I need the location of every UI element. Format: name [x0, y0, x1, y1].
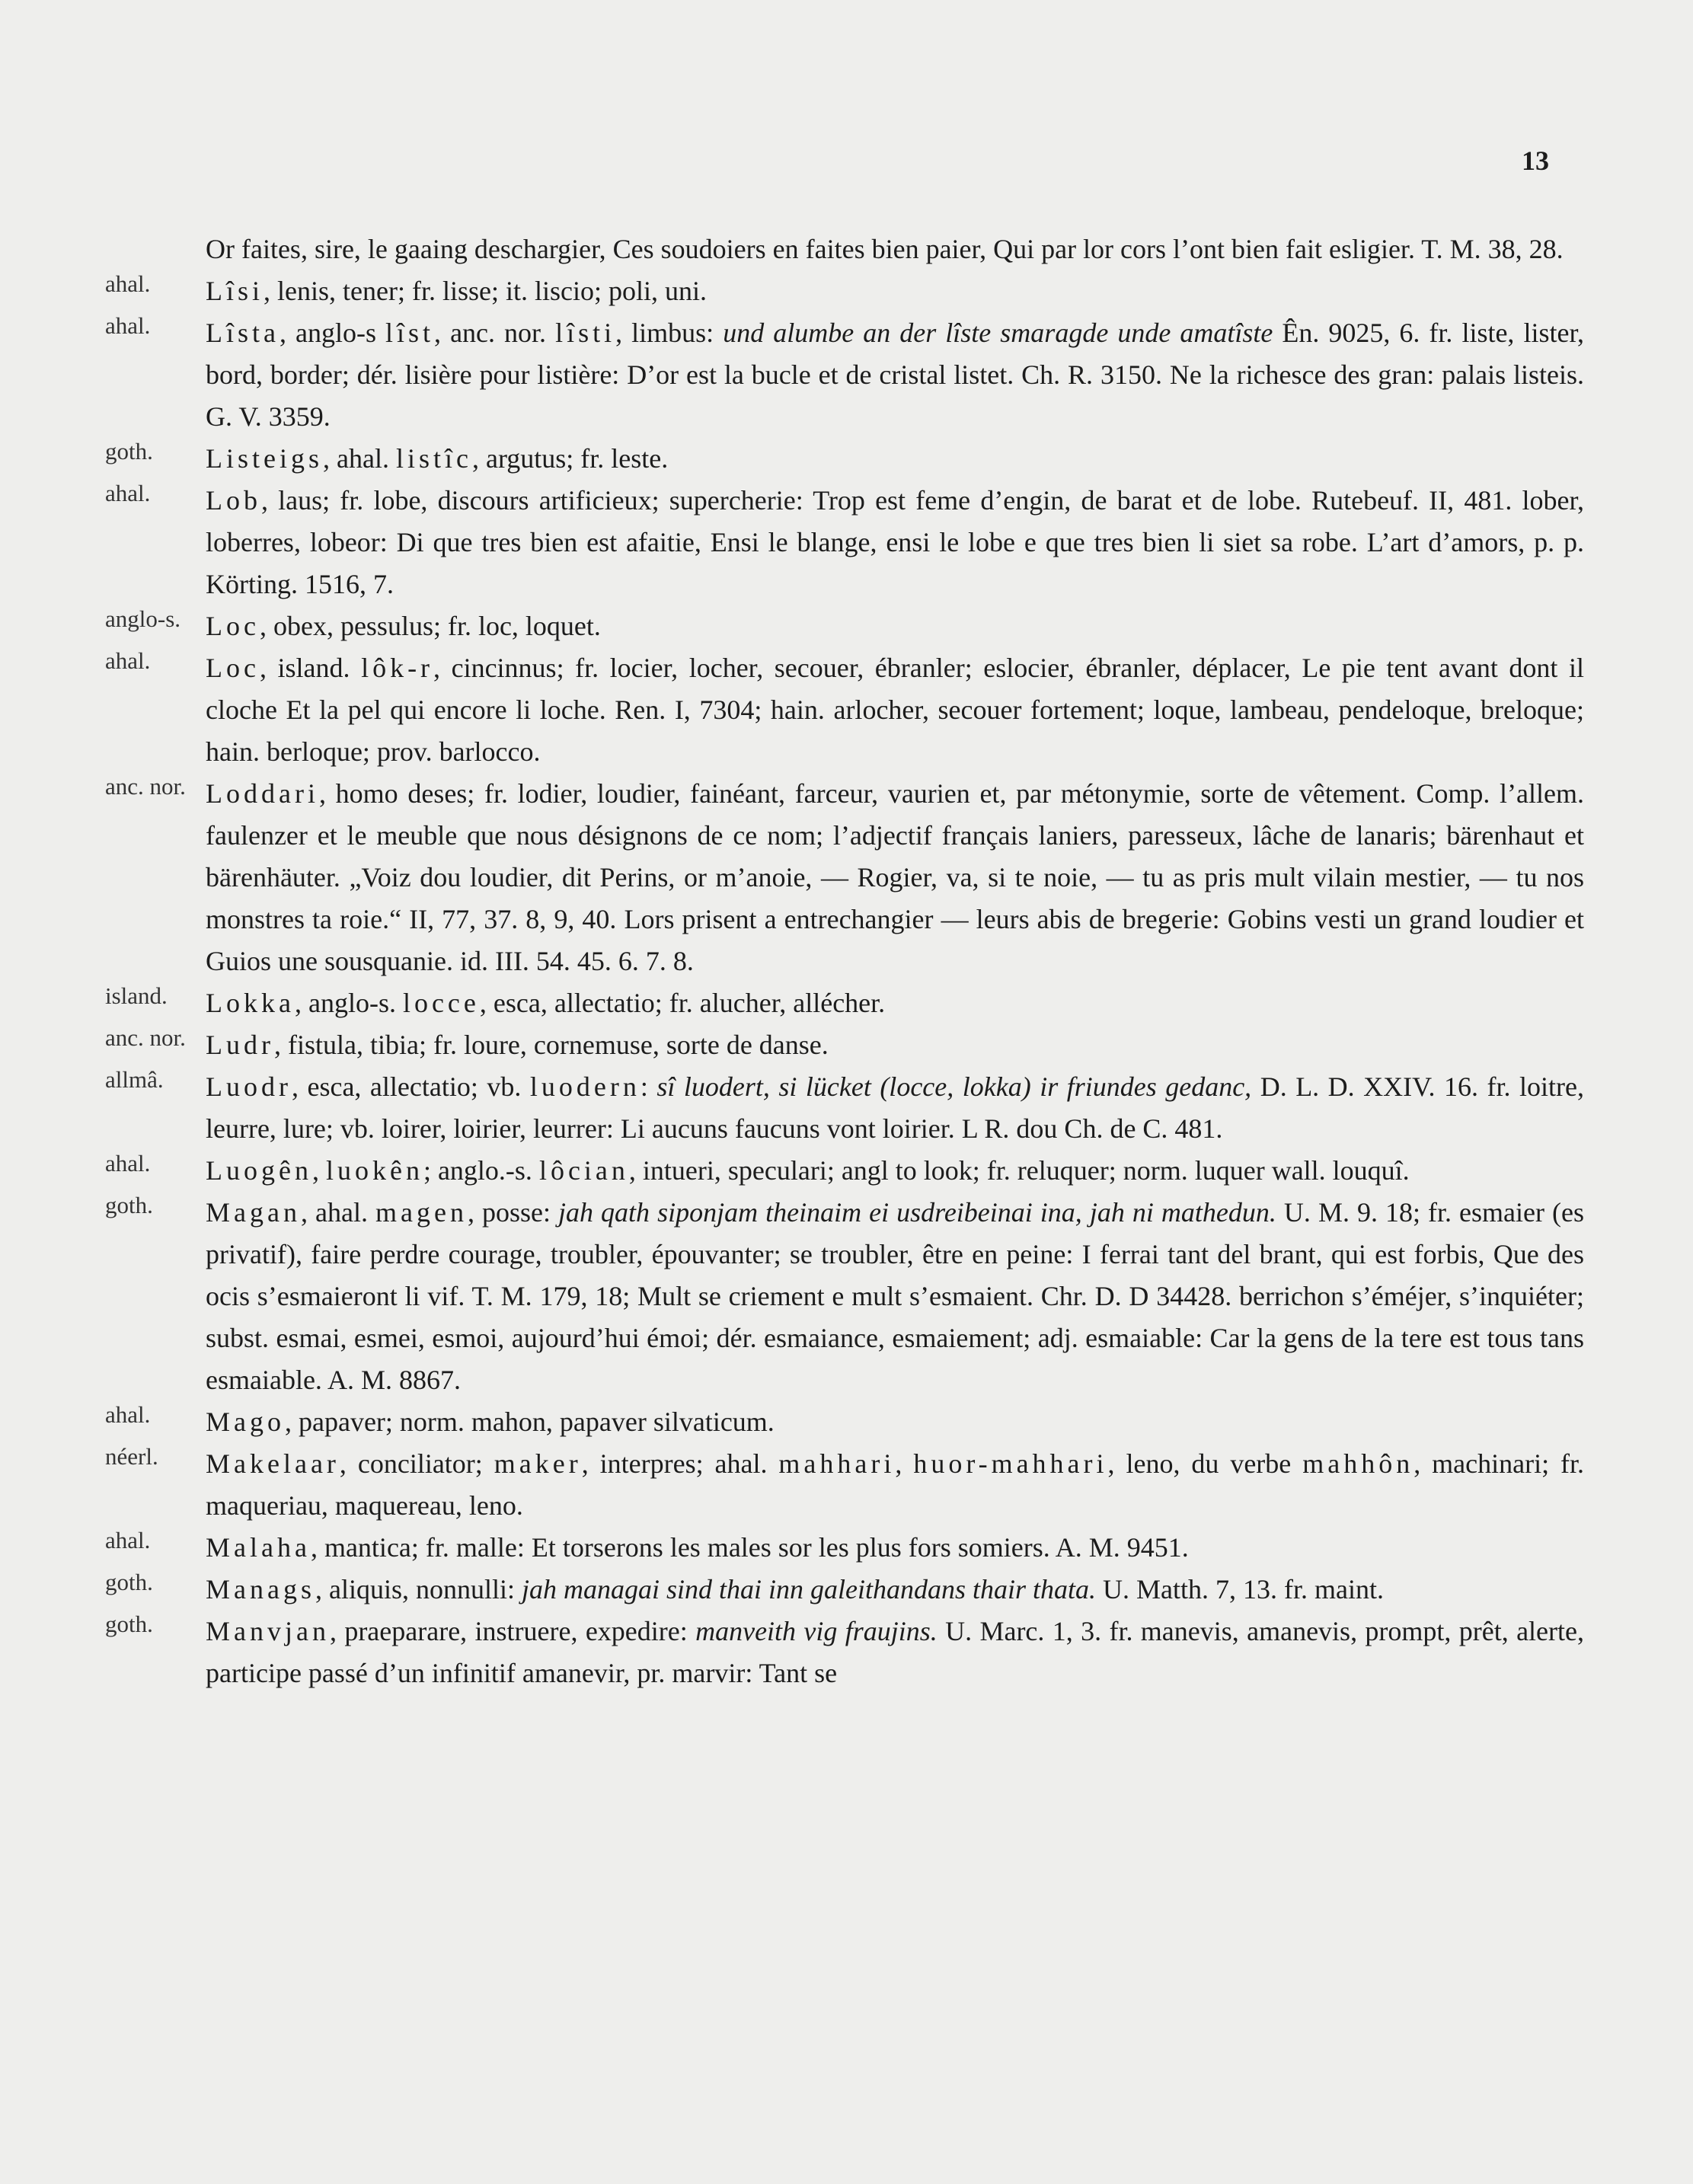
cognate-word: lîsti — [555, 318, 616, 348]
entry-text — [206, 1150, 1584, 1192]
dictionary-entry — [0, 228, 1693, 270]
entry-text — [206, 982, 1584, 1024]
entry-text-segment: U. M. 9. 18; fr. esmaier (es privatif), faire perdre courage, troubler, épouvanter; se troubler, être en peine: I ferrai tant del brant, qui est forbis, Que des ocis s’esmaieront li vif. T. M. 179, 18; Mult se criement e mult s’esmaient. Chr. D. D 34428. berrichon s’éméjer, s’inquiéter; subst. esmai, esmei, esmoi, aujourd’hui émoi; dér. esmaiance, esmaiement; adj. esmaiable: Car la gens de la tere est tous tans esmaiable. A. M. 8867. — [206, 1197, 1585, 1395]
entry-text-segment: ; anglo.-s. — [423, 1155, 539, 1186]
dictionary-entry — [0, 647, 1693, 773]
entry-headword: Lîsi — [206, 276, 264, 306]
citation-quote: sî luodert, si lücket (locce, lokka) ir friundes gedanc, — [656, 1071, 1252, 1102]
dictionary-entry — [0, 1443, 1693, 1527]
entry-language-label: anglo-s. — [105, 605, 181, 632]
entry-text-segment: , anglo-s — [279, 318, 386, 348]
entry-language-label: anc. nor. — [105, 1024, 186, 1051]
entry-headword: Loc — [206, 611, 260, 641]
entry-text-segment: D. L. D. XXIV. 16. fr. loitre, leurre, lure; vb. loirer, loirier, leurrer: Li aucuns faucuns vont loirier. L R. dou Ch. de C. 481. — [206, 1071, 1584, 1144]
entry-language-label: goth. — [105, 1611, 153, 1637]
cognate-word: magen — [375, 1197, 468, 1228]
entry-text-segment: , conciliator; — [339, 1448, 494, 1479]
entry-headword: Lîsta — [206, 318, 280, 348]
cognate-word: maker — [494, 1448, 582, 1479]
entry-text — [206, 773, 1584, 982]
entry-language-label: ahal. — [105, 270, 151, 297]
dictionary-entry — [0, 605, 1693, 647]
entry-language-label: allmâ. — [105, 1066, 164, 1093]
entry-headword: Manvjan — [206, 1616, 330, 1646]
entry-text — [206, 1611, 1584, 1694]
entry-text-segment: , posse: — [467, 1197, 559, 1228]
entry-text-segment: , intueri, speculari; angl to look; fr. reluquer; norm. luquer wall. louquî. — [628, 1155, 1410, 1186]
dictionary-entry — [0, 1527, 1693, 1569]
cognate-word: luodern — [529, 1071, 640, 1102]
citation-quote: jah managai sind thai inn galeithandans thair thata. — [522, 1574, 1097, 1604]
entry-text-segment: , anc. nor. — [434, 318, 556, 348]
entry-text — [206, 605, 1584, 647]
entry-text — [206, 438, 1584, 480]
entry-text-segment: U. Matth. 7, 13. fr. maint. — [1096, 1574, 1384, 1604]
entry-language-label: ahal. — [105, 312, 151, 339]
entry-headword: Listeigs — [206, 443, 323, 474]
entry-text — [206, 480, 1584, 605]
entry-text-segment: , homo deses; fr. lodier, loudier, fainéant, farceur, vaurien et, par métonymie, sorte de vêtement. Comp. l’allem. faulenzer et le meuble que nous désignons de ce nom; l’adjectif français laniers, paresseux, lâche de lanaris; bärenhaut et bärenhäuter. „Voiz dou loudier, dit Perins, or m’anoie, — Rogier, va, si te noie, — tu as pris mult vilain mestier, — tu nos monstres ta roie.“ II, 77, 37. 8, 9, 40. Lors prisent a entrechangier — leurs abis de bregerie: Gobins vesti un grand loudier et Guios une sousquanie. id. III. 54. 45. 6. 7. 8. — [206, 778, 1584, 976]
entry-text-segment: , — [311, 1155, 326, 1186]
entry-text-segment: , aliquis, nonnulli: — [315, 1574, 522, 1604]
entry-text-segment: , ahal. — [323, 443, 396, 474]
dictionary-entry — [0, 270, 1693, 312]
dictionary-entry — [0, 982, 1693, 1024]
entry-text-segment: Or faites, sire, le gaaing deschargier, Ces soudoiers en faites bien paier, Qui par lor cors l’ont bien fait esligier. T. M. 38, 28. — [206, 234, 1564, 264]
entry-text-segment: , ahal. — [300, 1197, 375, 1228]
entry-language-label: goth. — [105, 1192, 153, 1218]
entry-language-label: goth. — [105, 438, 153, 465]
entry-headword: Magan — [206, 1197, 301, 1228]
entry-text-segment: , — [895, 1448, 914, 1479]
entry-text-segment: , argutus; fr. leste. — [471, 443, 669, 474]
entry-text-segment: , cincinnus; fr. locier, locher, secouer, ébranler; eslocier, ébranler, déplacer, Le pie tent avant dont il cloche Et la pel qui encore li loche. Ren. I, 7304; hain. arlocher, secouer fortement; loque, lambeau, pendeloque, breloque; hain. berloque; prov. barlocco. — [206, 653, 1584, 767]
dictionary-entry — [0, 312, 1693, 438]
dictionary-entry — [0, 1192, 1693, 1401]
entry-headword: Makelaar — [206, 1448, 340, 1479]
entry-text-segment: Ên. 9025, 6. fr. liste, lister, bord, border; dér. lisière pour listière: D’or est la bucle et de cristal listet. Ch. R. 3150. Ne la richesce des gran: palais listeis. G. V. 3359. — [206, 318, 1585, 432]
entry-text-segment: , fistula, tibia; fr. loure, cornemuse, sorte de danse. — [273, 1030, 829, 1060]
entry-text — [206, 1569, 1584, 1611]
entry-language-label: anc. nor. — [105, 773, 186, 800]
dictionary-entry — [0, 1569, 1693, 1611]
entry-text — [206, 1192, 1584, 1401]
entry-language-label: ahal. — [105, 480, 151, 506]
entry-language-label: ahal. — [105, 1150, 151, 1177]
dictionary-entry — [0, 1150, 1693, 1192]
entry-headword: Ludr — [206, 1030, 274, 1060]
entry-headword: Luogên — [206, 1155, 312, 1186]
dictionary-entry — [0, 773, 1693, 982]
entry-text-segment: , island. — [259, 653, 362, 683]
dictionary-entry — [0, 438, 1693, 480]
cognate-word: lôcian — [538, 1155, 629, 1186]
cognate-word: mahhôn — [1302, 1448, 1414, 1479]
dictionary-entry — [0, 1611, 1693, 1694]
entry-text-segment: , mantica; fr. malle: Et torserons les males sor les plus fors somiers. A. M. 9451. — [310, 1532, 1189, 1563]
entry-language-label: goth. — [105, 1569, 153, 1595]
dictionary-entry — [0, 1024, 1693, 1066]
cognate-word: lôk-r — [361, 653, 434, 683]
entry-text-segment: , esca, allectatio; fr. alucher, allécher. — [479, 988, 886, 1018]
entry-headword: Luodr — [206, 1071, 292, 1102]
entry-text-segment: , anglo-s. — [294, 988, 403, 1018]
citation-quote: und alumbe an der lîste smaragde unde amatîste — [723, 318, 1273, 348]
entry-headword: Loddari — [206, 778, 319, 809]
dictionary-entry — [0, 480, 1693, 605]
entry-headword: Lokka — [206, 988, 295, 1018]
entry-text — [206, 647, 1584, 773]
entry-headword: Malaha — [206, 1532, 311, 1563]
entry-headword: Manags — [206, 1574, 315, 1604]
entry-text-segment: , esca, allectatio; vb. — [291, 1071, 530, 1102]
dictionary-entry — [0, 1066, 1693, 1150]
entry-text — [206, 270, 1584, 312]
entry-text — [206, 312, 1584, 438]
entry-text-segment: , laus; fr. lobe, discours artificieux; supercherie: Trop est feme d’engin, de barat et de lobe. Rutebeuf. II, 481. lober, loberres, lobeor: Di que tres bien est afaitie, Ensi le blange, ensi le lobe e que tres bien li siet sa robe. L’art d’amors, p. p. Körting. 1516, 7. — [206, 485, 1584, 599]
entry-text-segment: , lenis, tener; fr. lisse; it. liscio; poli, uni. — [264, 276, 707, 306]
entry-headword: Lob — [206, 485, 261, 516]
entry-language-label: ahal. — [105, 1527, 151, 1553]
entry-text — [206, 1443, 1584, 1527]
entry-text-segment: , limbus: — [615, 318, 724, 348]
cognate-word: luokên — [325, 1155, 423, 1186]
entry-text — [206, 1527, 1584, 1569]
entry-text — [206, 1066, 1584, 1150]
cognate-word: locce — [402, 988, 480, 1018]
cognate-word: listîc — [395, 443, 472, 474]
cognate-word: mahhari — [778, 1448, 896, 1479]
citation-quote: manveith vig fraujins. — [695, 1616, 938, 1646]
cognate-word: huor-mahhari — [913, 1448, 1108, 1479]
dictionary-entry — [0, 1401, 1693, 1443]
page-number: 13 — [1522, 145, 1549, 176]
entry-headword: Loc — [206, 653, 260, 683]
entry-text-segment: , papaver; norm. mahon, papaver silvaticum. — [285, 1407, 775, 1437]
entry-language-label: néerl. — [105, 1443, 158, 1470]
entry-language-label: island. — [105, 982, 168, 1009]
entry-text-segment: , machinari; fr. maqueriau, maquereau, leno. — [206, 1448, 1584, 1521]
entry-text-segment: : — [640, 1071, 657, 1102]
entry-text — [206, 228, 1584, 270]
entry-text — [206, 1024, 1584, 1066]
entry-language-label: ahal. — [105, 1401, 151, 1428]
entry-text-segment: , interpres; ahal. — [581, 1448, 779, 1479]
entry-language-label: ahal. — [105, 647, 151, 674]
cognate-word: lîst — [385, 318, 435, 348]
dictionary-entries — [0, 228, 1693, 1694]
entry-text-segment: U. Marc. 1, 3. fr. manevis, amanevis, prompt, prêt, alerte, participe passé d’un infinitif amanevir, pr. marvir: Tant se — [206, 1616, 1584, 1688]
entry-text-segment: , leno, du verbe — [1107, 1448, 1303, 1479]
entry-text-segment: , praeparare, instruere, expedire: — [329, 1616, 696, 1646]
citation-quote: jah qath siponjam theinaim ei usdreibeinai ina, jah ni mathedun. — [558, 1197, 1276, 1228]
entry-text — [206, 1401, 1584, 1443]
entry-headword: Mago — [206, 1407, 285, 1437]
entry-text-segment: , obex, pessulus; fr. loc, loquet. — [259, 611, 601, 641]
